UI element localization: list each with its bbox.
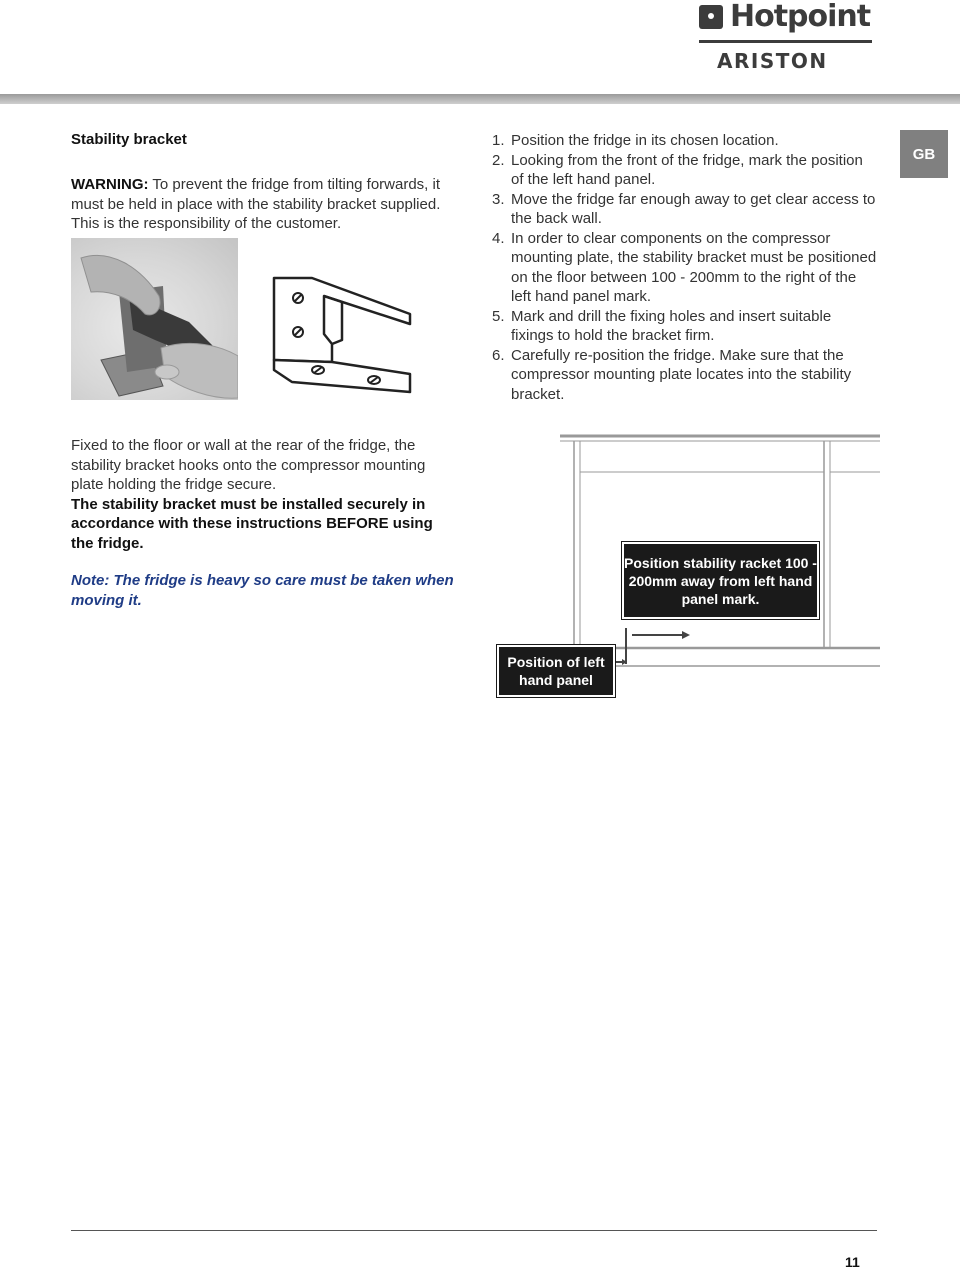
fixing-requirement-text: The stability bracket must be installed securely in accordance with these instructions BEFORE using the fridge.: [71, 495, 433, 552]
callout-stability-position: Position stability racket 100 - 200mm away from left hand panel mark.: [622, 542, 819, 619]
stability-bracket-drawing: [262, 270, 422, 402]
step-number: 6.: [492, 346, 505, 364]
warning-block: [71, 175, 461, 234]
hotpoint-ariston-logo: [697, 2, 877, 74]
section-heading: Stability bracket: [71, 131, 187, 148]
step-item: [492, 131, 877, 151]
responsibility-text: This is the responsibility of the customer.: [71, 215, 342, 232]
step-item: [492, 229, 877, 307]
callout-left-panel: Position of left hand panel: [497, 645, 615, 697]
step-item: [492, 346, 877, 405]
fixing-description: [71, 436, 456, 553]
weight-note: Note: The fridge is heavy so care must be taken when moving it.: [71, 572, 454, 609]
step-text: Position the fridge in its chosen location.: [511, 132, 779, 149]
step-text: Move the fridge far enough away to get clear access to the back wall.: [511, 190, 876, 227]
step-number: 2.: [492, 151, 505, 169]
page-number: 11: [845, 1254, 860, 1270]
step-text: Carefully re-position the fridge. Make sure that the compressor mounting plate locates into the stability bracket.: [511, 346, 852, 403]
logo-mark-icon: [699, 5, 723, 29]
fixing-description-text: Fixed to the floor or wall at the rear of the fridge, the stability bracket hooks onto the compressor mounting plate holding the fridge secure.: [71, 437, 426, 493]
step-number: 5.: [492, 307, 505, 325]
warning-text: To prevent the fridge from tilting forwards, it must be held in place with the stability bracket supplied.: [71, 176, 441, 213]
step-item: [492, 151, 877, 190]
step-text: Looking from the front of the fridge, mark the position of the left hand panel.: [511, 151, 863, 188]
logo-sub-brand: ARISTON: [717, 49, 828, 73]
step-number: 3.: [492, 190, 505, 208]
warning-label: WARNING:: [71, 176, 149, 193]
step-number: 1.: [492, 132, 505, 149]
step-text: In order to clear components on the compressor mounting plate, the stability bracket must be positioned on the floor between 100 - 200mm to the right of the left hand panel mark.: [511, 229, 877, 305]
logo-rule: [699, 40, 872, 43]
logo-brand-name: Hotpoint: [730, 0, 871, 34]
bracket-fitting-photo: [71, 238, 238, 400]
step-number: 4.: [492, 229, 505, 247]
step-item: [492, 190, 877, 229]
language-tab: GB: [900, 130, 948, 178]
step-item: [492, 307, 877, 346]
footer-rule: [71, 1230, 877, 1231]
installation-steps: [492, 131, 877, 404]
step-text: Mark and drill the fixing holes and insert suitable fixings to hold the bracket firm.: [511, 307, 832, 344]
header-bar: [0, 94, 960, 104]
